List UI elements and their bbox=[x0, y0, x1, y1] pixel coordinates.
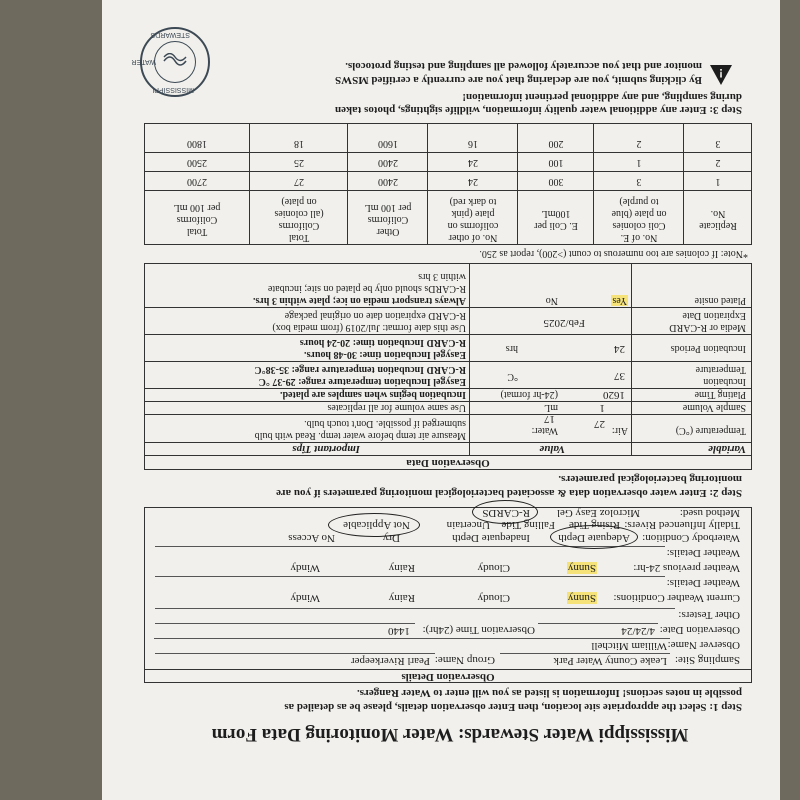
details-header-divider bbox=[144, 669, 752, 670]
od-hline-6 bbox=[144, 361, 752, 362]
temperature-label: Temperature (°C) bbox=[675, 425, 746, 436]
replicate-header-5 bbox=[250, 195, 348, 243]
seal-text-top: MISSISSIPPI bbox=[152, 86, 194, 93]
replicate-header-line: per 100 mL bbox=[364, 202, 412, 213]
replicate-header-line: plate (pink bbox=[451, 208, 495, 219]
replicate-header-line: Other bbox=[376, 226, 400, 237]
replicate-cell-r2-c4[interactable]: 2400 bbox=[378, 157, 398, 168]
observation-time-label: Observation Time (24hr): bbox=[422, 624, 535, 636]
sampling-site-label: Sampling Site: bbox=[674, 654, 740, 666]
plated-tip-2: R-CARDs should only be plated on site; incubate bbox=[267, 283, 466, 294]
data-form-rotated bbox=[102, 0, 780, 800]
replicate-cell-r2-c3[interactable]: 24 bbox=[468, 157, 478, 168]
replicate-header-line: to purple) bbox=[619, 196, 659, 207]
rt-hline-1 bbox=[144, 190, 752, 191]
group-name-line bbox=[155, 653, 435, 654]
media-label-1: Media or R-CARD bbox=[669, 322, 746, 333]
current-weather-windy[interactable]: Windy bbox=[290, 592, 320, 604]
step2-line1: Step 2: Enter water observation data & associated bacteriological monitoring parameters if you are bbox=[276, 487, 742, 499]
current-weather-label: Current Weather Conditions: bbox=[613, 592, 740, 604]
media-tip-2: R-CARD expiration date on original package bbox=[284, 310, 466, 321]
step1-line2: possible in notes sections! Information is listed as you will enter to Water Rangers. bbox=[356, 687, 742, 699]
group-name-label: Group Name: bbox=[434, 654, 495, 666]
sampling-site-line bbox=[500, 653, 670, 654]
observation-date-label: Observation Date: bbox=[659, 624, 740, 636]
replicate-header-line: coliforms on bbox=[447, 220, 499, 231]
replicate-header-line: Coli colonies bbox=[612, 220, 666, 231]
other-testers-line bbox=[155, 608, 675, 609]
step3-line2: during sampling, and any additional pertinent information! bbox=[462, 91, 742, 103]
weather-details-line bbox=[155, 576, 665, 577]
waterbody-no-access[interactable]: No Access bbox=[288, 532, 335, 544]
sampling-site-value[interactable]: Leake County Water Park bbox=[553, 655, 667, 667]
rt-hline-3 bbox=[144, 152, 752, 153]
replicate-header-2 bbox=[518, 207, 594, 231]
replicate-header-line: per 100 mL bbox=[173, 202, 221, 213]
rt-hline-2 bbox=[144, 171, 752, 172]
plating-time-unit: (24-hr format) bbox=[500, 389, 558, 400]
od-hline-7 bbox=[144, 334, 752, 335]
plating-time-label: Plating Time bbox=[694, 389, 746, 400]
plated-yes[interactable]: Yes bbox=[612, 295, 627, 306]
seal-water-drop-icon bbox=[162, 53, 188, 71]
replicate-header-line: to dark red) bbox=[449, 196, 497, 207]
waterbody-dry[interactable]: Dry bbox=[382, 532, 400, 544]
replicate-cell-r3-c0[interactable]: 3 bbox=[715, 138, 721, 149]
replicate-cell-r1-c4[interactable]: 2400 bbox=[378, 176, 398, 187]
replicate-cell-r3-c3[interactable]: 16 bbox=[468, 138, 478, 149]
replicate-header-line: Replicate bbox=[699, 220, 737, 231]
weather-details-label-2: Weather Details: bbox=[666, 547, 740, 559]
time-line bbox=[155, 623, 415, 624]
air-temp-value[interactable]: 27 bbox=[594, 418, 605, 430]
incubation-period-label: Incubation Periods bbox=[670, 343, 746, 354]
od-vline-1 bbox=[631, 263, 632, 456]
observation-details-header: Observation Details bbox=[401, 671, 495, 683]
od-hline-2 bbox=[144, 442, 752, 443]
col-variable: Variable bbox=[708, 443, 746, 455]
incubation-temp-label-2: Temperature bbox=[695, 364, 746, 375]
water-temp-value[interactable]: 17 bbox=[544, 413, 555, 425]
step2-line2: monitoring bacteriological parameters. bbox=[558, 473, 742, 485]
warning-exclamation-icon: ! bbox=[719, 66, 723, 80]
replicate-header-line: Coliforms bbox=[367, 214, 409, 225]
replicate-cell-r1-c2[interactable]: 300 bbox=[548, 176, 564, 187]
replicate-cell-r2-c6[interactable]: 2500 bbox=[187, 157, 207, 168]
incubation-temp-label-1: Incubation bbox=[703, 376, 746, 387]
replicate-header-4 bbox=[348, 201, 428, 237]
replicate-cell-r1-c3[interactable]: 24 bbox=[468, 176, 478, 187]
current-weather-rainy[interactable]: Rainy bbox=[388, 592, 415, 604]
od-hline-8 bbox=[144, 307, 752, 308]
observer-name-value[interactable]: William Mitchell bbox=[591, 640, 667, 652]
air-label: Air: bbox=[611, 425, 628, 436]
replicate-cell-r2-c0[interactable]: 2 bbox=[715, 157, 721, 168]
replicate-cell-r1-c0[interactable]: 1 bbox=[715, 176, 721, 187]
observer-line bbox=[154, 638, 670, 639]
media-label-2: Expiration Date bbox=[682, 310, 746, 321]
replicate-header-0 bbox=[684, 207, 752, 231]
incubation-period-unit: hrs bbox=[505, 343, 518, 354]
replicate-cell-r1-c5[interactable]: 27 bbox=[294, 176, 304, 187]
plated-tip-3: within 3 hrs bbox=[418, 271, 466, 282]
sample-volume-unit: mL bbox=[544, 402, 558, 413]
incubation-temp-tip-1: Easygel Incubation temperature range: 29-37 °C bbox=[258, 376, 466, 387]
group-name-value[interactable]: Pearl Riverkeeper bbox=[350, 655, 430, 667]
replicate-cell-r2-c1[interactable]: 1 bbox=[636, 157, 642, 168]
replicate-header-line: Coliforms bbox=[176, 214, 218, 225]
observation-time-value[interactable]: 1440 bbox=[388, 625, 410, 637]
replicate-cell-r2-c2[interactable]: 100 bbox=[548, 157, 564, 168]
replicate-header-6 bbox=[144, 201, 250, 237]
replicate-cell-r3-c6[interactable]: 1800 bbox=[187, 138, 207, 149]
previous-weather-cloudy[interactable]: Cloudy bbox=[477, 562, 510, 574]
tidal-not-applicable[interactable]: Not Applicable bbox=[343, 519, 410, 531]
od-vline-2 bbox=[469, 263, 470, 456]
replicate-header-line: Total bbox=[288, 232, 310, 243]
observation-data-header: Observation Data bbox=[406, 457, 490, 469]
previous-weather-label: Weather previous 24-hr: bbox=[633, 562, 740, 574]
weather-details-label: Weather Details: bbox=[666, 577, 740, 589]
sample-volume-value[interactable]: 1 bbox=[599, 402, 605, 414]
date-line bbox=[538, 623, 658, 624]
incubation-period-value[interactable]: 24 bbox=[614, 343, 625, 355]
waterbody-condition-label: Waterbody Condition: bbox=[642, 532, 740, 544]
previous-weather-rainy[interactable]: Rainy bbox=[388, 562, 415, 574]
other-testers-label: Other Testers: bbox=[678, 609, 740, 621]
media-tip-1: Use this date format: Jul/2019 (from media box) bbox=[272, 322, 466, 333]
paper-sheet bbox=[102, 0, 780, 800]
replicate-cell-r3-c1[interactable]: 2 bbox=[636, 138, 642, 149]
plating-time-tip: Incubation begins when samples are plated. bbox=[280, 389, 466, 400]
rcards-circle bbox=[472, 500, 538, 524]
temp-tip-1: Measure air temp before water temp. Read with bulb bbox=[254, 430, 466, 441]
replicate-cell-r3-c2[interactable]: 200 bbox=[548, 138, 564, 149]
replicate-header-1 bbox=[594, 195, 684, 243]
temp-tip-2: submerged if possible. Don't touch bulb. bbox=[304, 418, 466, 429]
col-value: Value bbox=[539, 443, 565, 455]
replicate-header-line: on plate) bbox=[281, 196, 317, 207]
replicate-header-line: No. bbox=[710, 208, 726, 219]
tidal-rising[interactable]: Rising Tide bbox=[568, 519, 620, 531]
method-label: Method used: bbox=[679, 507, 740, 519]
waterbody-inadequate-depth[interactable]: Inadequate Depth bbox=[452, 532, 530, 544]
replicate-cell-r3-c4[interactable]: 1600 bbox=[378, 138, 398, 149]
waterbody-adequate-depth[interactable]: Adequate Depth bbox=[558, 532, 630, 544]
plated-tip-1: Always transport media on ice; plate within 3 hrs. bbox=[252, 295, 466, 306]
step1-line1: Step 1: Select the appropriate site location, then Enter observation details, please be as detailed as bbox=[284, 701, 742, 713]
method-easy-gel[interactable]: Microloz Easy Gel bbox=[556, 507, 640, 519]
observer-name-label: Observer Name: bbox=[667, 639, 740, 651]
incubation-temp-tip-2: R-CARD Incubation temperature range: 35-38°C bbox=[254, 364, 466, 375]
replicate-header-3 bbox=[428, 195, 518, 243]
incubation-period-tip-2: R-CARD Incubation time: 20-24 hours bbox=[299, 337, 466, 348]
plating-time-value[interactable]: 1620 bbox=[603, 389, 625, 401]
replicate-header-line: E. Coli per bbox=[534, 220, 578, 231]
observation-date-value[interactable]: 4/24/24 bbox=[621, 625, 655, 637]
submit-note-line2: monitor and that you accurately followed all sampling and testing protocols. bbox=[345, 60, 702, 72]
col-important-tips: Important Tips bbox=[292, 443, 360, 455]
incubation-temp-unit: °C bbox=[507, 371, 518, 382]
sample-volume-tip: Use same volume for all replicates bbox=[327, 402, 466, 413]
incubation-period-tip-1: Easygel Incubation time: 30-48 hours. bbox=[304, 349, 466, 360]
replicate-header-line: Coliforms bbox=[278, 220, 320, 231]
replicate-header-line: on plate (blue bbox=[611, 208, 667, 219]
replicate-cell-r2-c5[interactable]: 25 bbox=[294, 157, 304, 168]
seal-text-bottom: STEWARDS bbox=[150, 31, 190, 38]
replicate-cell-r3-c5[interactable]: 18 bbox=[294, 138, 304, 149]
method-rcards[interactable]: R-CARDS bbox=[482, 507, 530, 519]
submit-note-line1: By clicking submit, you are declaring that you are currently a certified MSWS bbox=[335, 74, 702, 86]
current-weather-cloudy[interactable]: Cloudy bbox=[477, 592, 510, 604]
seal-text-side: WATER bbox=[131, 58, 156, 65]
previous-weather-sunny[interactable]: Sunny bbox=[567, 562, 596, 574]
tidal-label: Tidally Influenced Rivers: bbox=[624, 519, 740, 531]
replicate-header-line: Total bbox=[186, 226, 208, 237]
current-weather-sunny[interactable]: Sunny bbox=[567, 592, 596, 604]
not-applicable-circle bbox=[328, 513, 420, 537]
media-expiration-value[interactable]: Feb/2025 bbox=[543, 317, 585, 329]
replicate-cell-r1-c6[interactable]: 2700 bbox=[187, 176, 207, 187]
tidal-uncertain[interactable]: Uncertain bbox=[446, 519, 490, 531]
form-title: Mississippi Water Stewards: Water Monitoring Data Form bbox=[211, 724, 689, 745]
replicate-header-line: (all colonies bbox=[274, 208, 324, 219]
replicate-header-line: No. of other bbox=[448, 232, 498, 243]
plated-no[interactable]: No bbox=[545, 295, 558, 306]
colony-note: *Note: If colonies are too numerous to count (>200), report as 250. bbox=[479, 248, 748, 259]
water-label: Water: bbox=[531, 425, 558, 436]
step3-line1: Step 3: Enter any additional water quality information, wildlife sightings, photos taken bbox=[335, 104, 742, 116]
replicate-header-line: No. of E. bbox=[620, 232, 658, 243]
incubation-temp-value[interactable]: 37 bbox=[614, 370, 625, 382]
sample-volume-label: Sample Volume bbox=[682, 402, 746, 413]
replicate-header-line: 100mL bbox=[541, 208, 571, 219]
plated-onsite-label: Plated onsite bbox=[694, 295, 746, 306]
msws-seal-logo bbox=[131, 27, 210, 97]
tidal-falling[interactable]: Falling Tide bbox=[501, 519, 555, 531]
od-hline-1 bbox=[144, 455, 752, 456]
replicate-cell-r1-c1[interactable]: 3 bbox=[636, 176, 642, 187]
previous-weather-windy[interactable]: Windy bbox=[290, 562, 320, 574]
od-hline-3 bbox=[144, 414, 752, 415]
